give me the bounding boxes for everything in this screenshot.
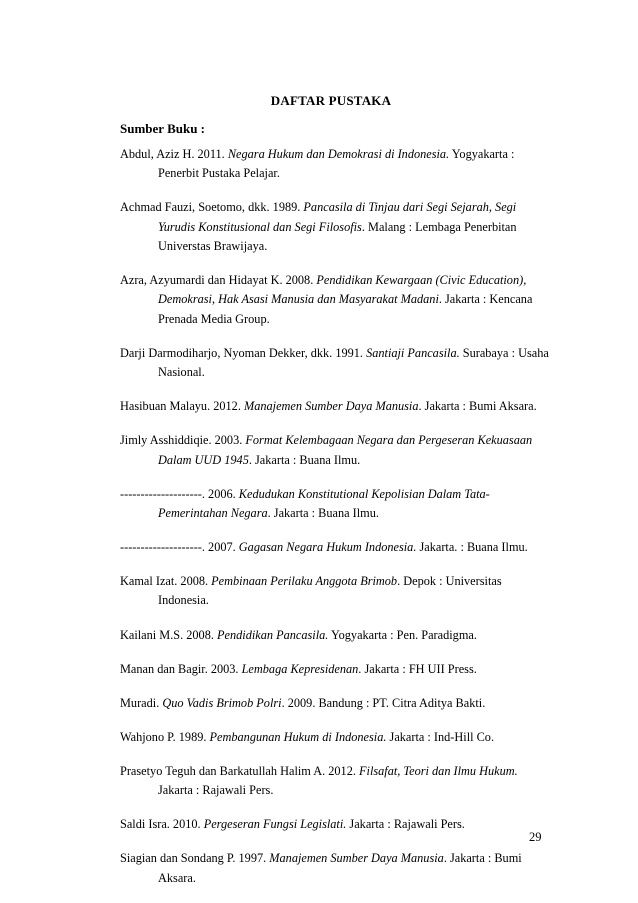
reference-entry: Wahjono P. 1989. Pembangunan Hukum di Indonesia. Jakarta : Ind-Hill Co. [120, 729, 495, 744]
reference-entry: Manan dan Bagir. 2003. Lembaga Kepresidenan. Jakarta : FH UII Press. [120, 661, 477, 676]
reference-entry: Kailani M.S. 2008. Pendidikan Pancasila. Yogyakarta : Pen. Paradigma. [120, 627, 477, 642]
reference-entry: Muradi. Quo Vadis Brimob Polri. 2009. Bandung : PT. Citra Aditya Bakti. [120, 695, 486, 710]
reference-entry: Siagian dan Sondang P. 1997. Manajemen Sumber Daya Manusia. Jakarta : Bumi Aksara. [120, 851, 522, 885]
reference-entry: Jimly Asshiddiqie. 2003. Format Kelembagaan Negara dan Pergeseran Kekuasaan Dalam UUD 1945. Jakarta : Buana Ilmu. [120, 433, 533, 467]
reference-entry: --------------------. 2007. Gagasan Negara Hukum Indonesia. Jakarta. : Buana Ilmu. [120, 540, 528, 555]
page-number: 29 [529, 830, 542, 844]
page-title: DAFTAR PUSTAKA [270, 93, 392, 108]
reference-entry: Hasibuan Malayu. 2012. Manajemen Sumber Daya Manusia. Jakarta : Bumi Aksara. [120, 399, 537, 414]
reference-entry: Azra, Azyumardi dan Hidayat K. 2008. Pendidikan Kewargaan (Civic Education), Demokrasi, Hak Asasi Manusia dan Masyarakat Madani. Jakarta : Kencana Prenada Media Group. [120, 273, 533, 326]
reference-entry: Kamal Izat. 2008. Pembinaan Perilaku Anggota Brimob. Depok : Universitas Indonesia. [120, 574, 502, 608]
reference-list [120, 145, 550, 903]
reference-entry: --------------------. 2006. Kedudukan Konstitutional Kepolisian Dalam Tata-Pemerintahan Negara. Jakarta : Buana Ilmu. [120, 486, 490, 520]
section-heading: Sumber Buku : [120, 121, 206, 136]
reference-entry: Saldi Isra. 2010. Pergeseran Fungsi Legislati. Jakarta : Rajawali Pers. [120, 817, 465, 832]
reference-entry: Abdul, Aziz H. 2011. Negara Hukum dan Demokrasi di Indonesia. Yogyakarta : Penerbit Pustaka Pelajar. [120, 147, 515, 181]
reference-entry: Prasetyo Teguh dan Barkatullah Halim A. 2012. Filsafat, Teori dan Ilmu Hukum. Jakarta : Rajawali Pers. [120, 763, 518, 798]
reference-entry: Achmad Fauzi, Soetomo, dkk. 1989. Pancasila di Tinjau dari Segi Sejarah, Segi Yurudis Konstitusional dan Segi Filosofis. Malang : Lembaga Penerbitan Universtas Brawijaya. [120, 200, 517, 253]
reference-entry: Darji Darmodiharjo, Nyoman Dekker, dkk. 1991. Santiaji Pancasila. Surabaya : Usaha Nasional. [120, 345, 549, 380]
